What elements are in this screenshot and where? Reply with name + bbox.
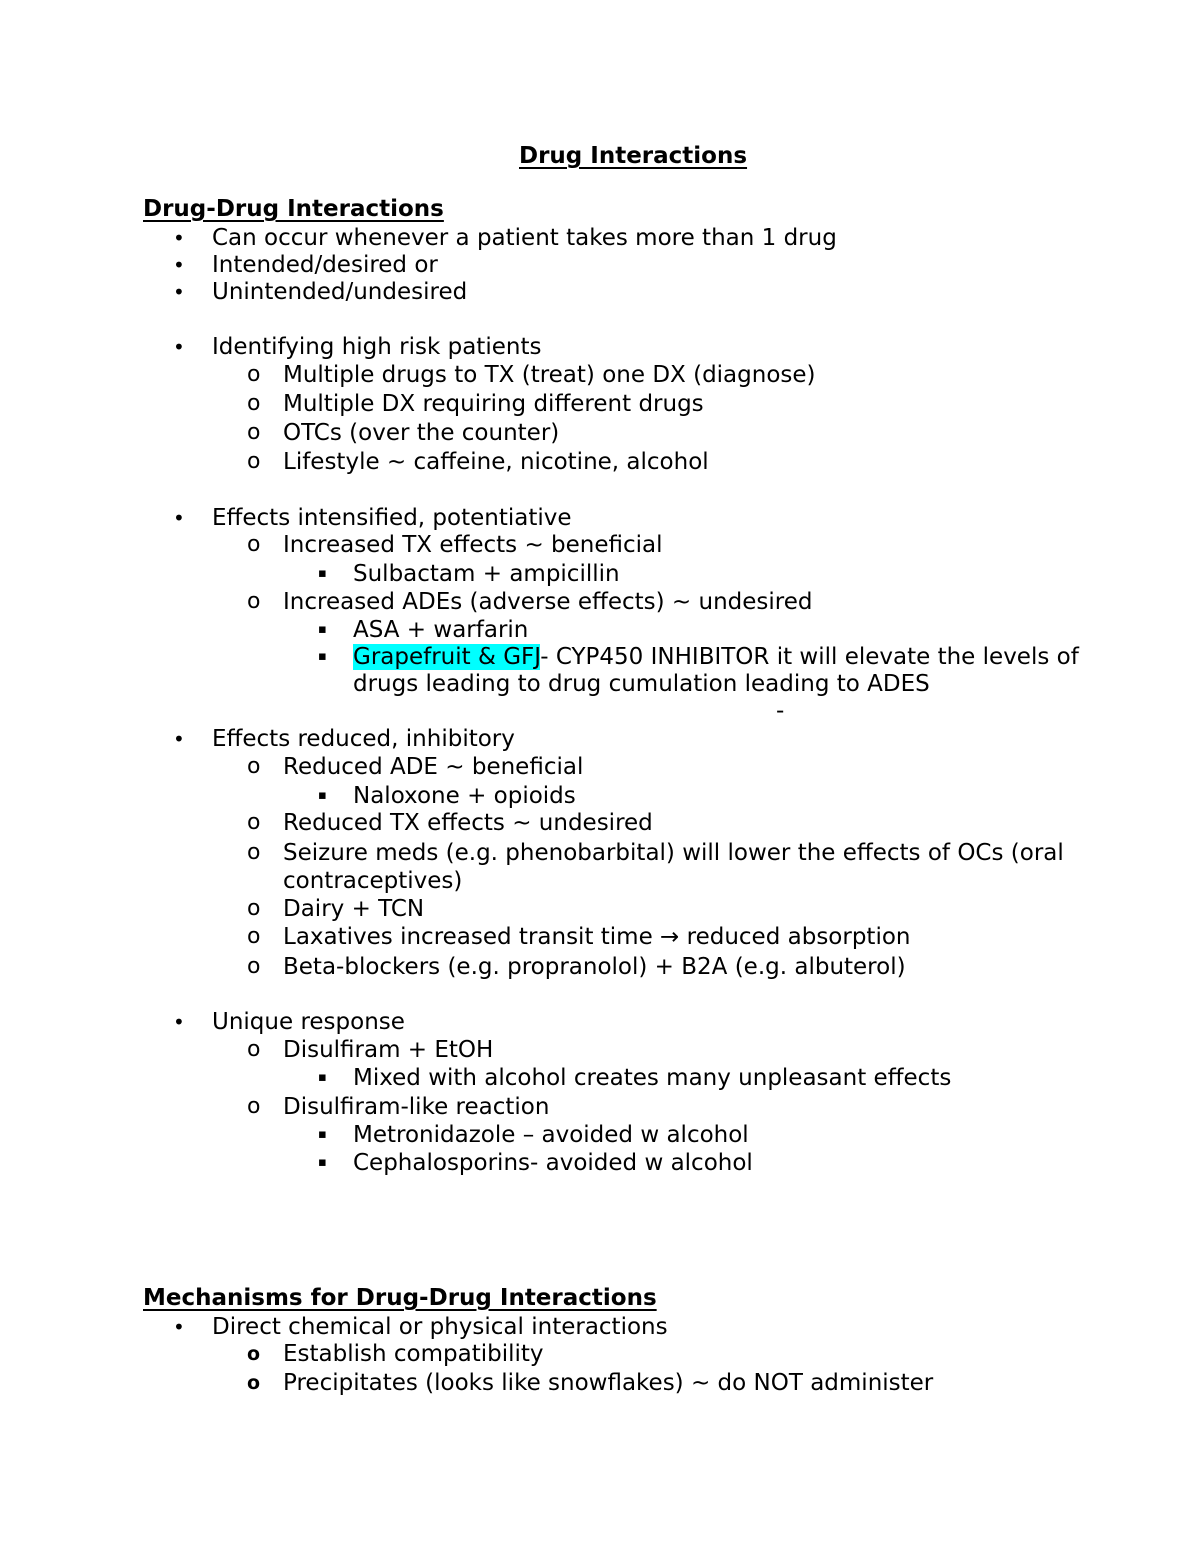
- sub-bullet-marker: o: [247, 754, 261, 779]
- sub-bullet-marker: o: [247, 810, 261, 835]
- list-item: Increased TX effects ~ beneficial: [283, 532, 663, 558]
- list-item: Effects intensified, potentiative: [212, 505, 572, 531]
- sub-bullet-marker: o: [247, 589, 261, 614]
- list-item: Dairy + TCN: [283, 896, 425, 922]
- section-heading-drug-drug: Drug-Drug Interactions: [143, 196, 444, 222]
- bullet-marker: •: [173, 335, 185, 359]
- list-item: Effects reduced, inhibitory: [212, 726, 515, 752]
- bullet-marker: •: [173, 1010, 185, 1034]
- bullet-marker: •: [173, 253, 185, 277]
- list-item: Cephalosporins- avoided w alcohol: [353, 1150, 753, 1176]
- list-item: Naloxone + opioids: [353, 783, 576, 809]
- bullet-marker: •: [173, 280, 185, 304]
- list-item: Laxatives increased transit time → reduced absorption: [283, 924, 911, 950]
- sub-bullet-marker: o: [247, 391, 261, 416]
- list-item-continuation: - CYP450 INHIBITOR it will elevate the levels of: [540, 644, 1079, 670]
- bullet-marker: •: [173, 727, 185, 751]
- list-item: Seizure meds (e.g. phenobarbital) will lower the effects of OCs (oral: [283, 840, 1064, 866]
- list-item: Lifestyle ~ caffeine, nicotine, alcohol: [283, 449, 709, 475]
- sub-sub-bullet-marker: ▪: [318, 649, 327, 664]
- sub-bullet-marker: o: [247, 1037, 261, 1062]
- sub-bullet-marker: o: [247, 1094, 261, 1119]
- list-item: Direct chemical or physical interactions: [212, 1314, 668, 1340]
- stray-dash: -: [776, 698, 785, 724]
- list-item-grapefruit: [353, 643, 1079, 671]
- list-item-wrap: contraceptives): [283, 868, 463, 894]
- list-item: Can occur whenever a patient takes more than 1 drug: [212, 225, 837, 251]
- sub-sub-bullet-marker: ▪: [318, 1155, 327, 1170]
- sub-bullet-marker: o: [247, 896, 261, 921]
- sub-sub-bullet-marker: ▪: [318, 788, 327, 803]
- list-item: Multiple drugs to TX (treat) one DX (diagnose): [283, 362, 816, 388]
- highlighted-text: Grapefruit & GFJ: [353, 644, 541, 670]
- bullet-marker: •: [173, 506, 185, 530]
- list-item: Intended/desired or: [212, 252, 438, 278]
- sub-bullet-marker: o: [247, 532, 261, 557]
- list-item: Reduced TX effects ~ undesired: [283, 810, 653, 836]
- list-item: Sulbactam + ampicillin: [353, 561, 620, 587]
- bullet-marker: •: [173, 226, 185, 250]
- list-item: Precipitates (looks like snowflakes) ~ do NOT administer: [283, 1370, 934, 1396]
- document-title: Drug Interactions: [519, 143, 748, 169]
- list-item: Metronidazole – avoided w alcohol: [353, 1122, 749, 1148]
- section-heading-mechanisms: Mechanisms for Drug-Drug Interactions: [143, 1285, 657, 1311]
- list-item: Establish compatibility: [283, 1341, 544, 1367]
- list-item: Beta-blockers (e.g. propranolol) + B2A (e.g. albuterol): [283, 954, 906, 980]
- sub-bullet-marker: o: [247, 1343, 261, 1365]
- sub-bullet-marker: o: [247, 840, 261, 865]
- sub-bullet-marker: o: [247, 1372, 261, 1394]
- list-item-wrap: drugs leading to drug cumulation leading to ADES: [353, 671, 930, 697]
- list-item: Reduced ADE ~ beneficial: [283, 754, 584, 780]
- sub-bullet-marker: o: [247, 449, 261, 474]
- sub-sub-bullet-marker: ▪: [318, 1127, 327, 1142]
- sub-bullet-marker: o: [247, 420, 261, 445]
- list-item: Unique response: [212, 1009, 405, 1035]
- sub-bullet-marker: o: [247, 954, 261, 979]
- list-item: Multiple DX requiring different drugs: [283, 391, 704, 417]
- list-item: Mixed with alcohol creates many unpleasant effects: [353, 1065, 952, 1091]
- list-item: Disulfiram-like reaction: [283, 1094, 550, 1120]
- sub-sub-bullet-marker: ▪: [318, 566, 327, 581]
- sub-sub-bullet-marker: ▪: [318, 622, 327, 637]
- sub-bullet-marker: o: [247, 362, 261, 387]
- list-item: Identifying high risk patients: [212, 334, 542, 360]
- list-item: Unintended/undesired: [212, 279, 468, 305]
- list-item: Increased ADEs (adverse effects) ~ undesired: [283, 589, 813, 615]
- list-item: OTCs (over the counter): [283, 420, 560, 446]
- list-item: ASA + warfarin: [353, 617, 529, 643]
- sub-sub-bullet-marker: ▪: [318, 1070, 327, 1085]
- bullet-marker: •: [173, 1315, 185, 1339]
- sub-bullet-marker: o: [247, 924, 261, 949]
- list-item: Disulfiram + EtOH: [283, 1037, 494, 1063]
